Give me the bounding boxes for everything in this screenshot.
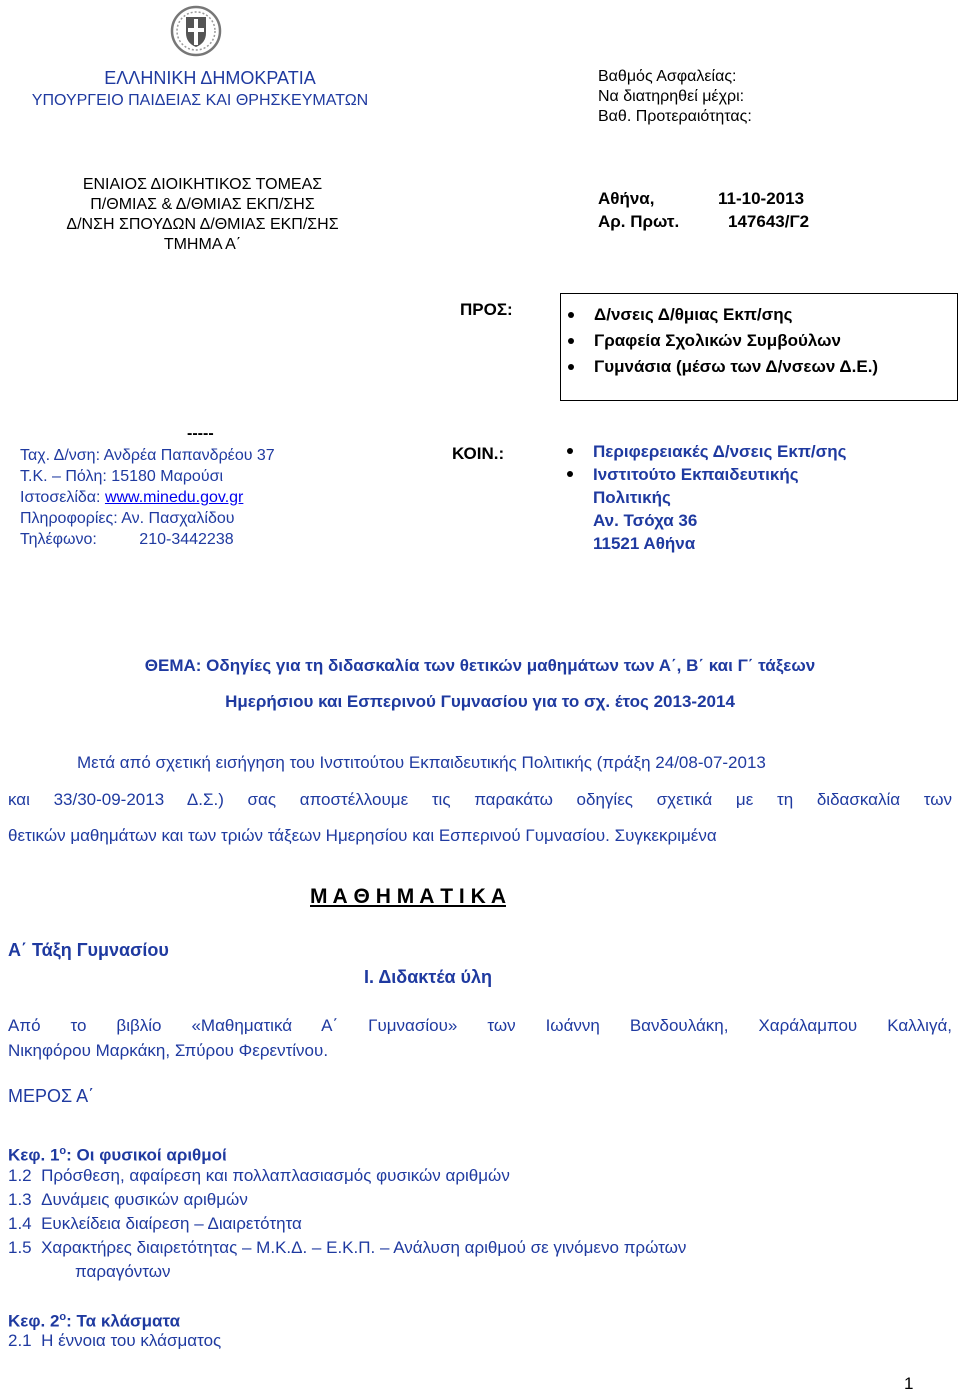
document-date: 11-10-2013 [718,189,805,208]
department-line: ΕΝΙΑΙΟΣ ΔΙΟΙΚΗΤΙΚΟΣ ΤΟΜΕΑΣ [82,176,323,193]
date-place-label: Αθήνα, [598,189,655,208]
bullet-icon [568,338,574,344]
phone-number: 210-3442238 [139,531,234,548]
security-block [598,67,752,127]
contact-dashes: ----- [187,425,214,442]
koin-label: ΚΟΙΝ.: [452,444,505,463]
chapter-2-list [8,1331,221,1351]
recipients-label: ΠΡΟΣ: [460,300,513,319]
recipient-item: Δ/νσεις Δ/θμιας Εκπ/σης [561,302,957,328]
subject-line-1: ΘΕΜΑ: Οδηγίες για τη διδασκαλία των θετικών μαθημάτων των Α΄, Β΄ και Γ΄ τάξεων [144,656,816,675]
chapter-item: 1.4 Ευκλείδεια διαίρεση – Διαιρετότητα [8,1214,302,1233]
retention-period: Να διατηρηθεί μέχρι: [598,88,745,105]
recipients-box [560,293,958,401]
bullet-icon [567,448,573,454]
book-line: Από το βιβλίο «Μαθηματικά Α΄ Γυμνασίου» των Ιωάννη Βανδουλάκη, Χαράλαμπου Καλλιγά, [8,1016,952,1035]
recipient-item: Γυμνάσια (μέσω των Δ/νσεων Δ.Ε.) [561,354,957,380]
phone-label: Τηλέφωνο: [20,531,97,548]
part-title: ΜΕΡΟΣ Α΄ [8,1086,95,1106]
recipient-item: Γραφεία Σχολικών Συμβούλων [561,328,957,354]
chapter-item: 1.2 Πρόσθεση, αφαίρεση και πολλαπλασιασμός φυσικών αριθμών [8,1166,510,1185]
bullet-icon [567,471,573,477]
grade-title: Α΄ Τάξη Γυμνασίου [8,940,169,960]
bullet-icon [568,312,574,318]
ministry-title: ΥΠΟΥΡΓΕΙΟ ΠΑΙΔΕΙΑΣ ΚΑΙ ΘΡΗΣΚΕΥΜΑΤΩΝ [31,92,369,109]
phone-line [20,529,275,550]
body-line: θετικών μαθημάτων και των τριών τάξεων Ημερησίου και Εσπερινού Γυμνασίου. Συγκεκριμένα [8,826,717,845]
page-number: 1 [904,1374,914,1393]
koin-list [560,440,846,555]
priority-level: Βαθ. Προτεραιότητας: [598,108,752,125]
contact-block [20,445,275,550]
bullet-icon [568,364,574,370]
website-link[interactable]: www.minedu.gov.gr [104,489,244,506]
chapter-1-title: Κεφ. $1^o$: Οι φυσικοί αριθμοί [8,1145,227,1165]
protocol-label: Αρ. Πρωτ. [598,212,680,231]
koin-item: Περιφερειακές Δ/νσεις Εκπ/σης [560,440,846,463]
security-level: Βαθμός Ασφαλείας: [598,68,737,85]
protocol-number: 147643/Γ2 [728,212,810,231]
chapter-1-list [8,1164,686,1284]
body-line: και 33/30-09-2013 Δ.Σ.) σας αποστέλλουμε τις παρακάτω οδηγίες σχετικά με τη διδασκαλία των [8,790,952,809]
department-line: Δ/ΝΣΗ ΣΠΟΥΔΩΝ Δ/ΘΜΙΑΣ ΕΚΠ/ΣΗΣ [66,216,339,233]
chapter-item: 2.1 Η έννοια του κλάσματος [8,1331,222,1350]
chapter-2-title: Κεφ. $2^o$: Τα κλάσματα [8,1311,181,1331]
chapter-item: 1.5 Χαρακτήρες διαιρετότητας – Μ.Κ.Δ. – Ε.Κ.Π. – Ανάλυση αριθμού σε γινόμενο πρώτων [8,1238,687,1257]
subject-line-2: Ημερήσιου και Εσπερινού Γυμνασίου για το σχ. έτος 2013-2014 [225,692,735,711]
department-block [20,175,385,255]
section-title: Ι. Διδακτέα ύλη [364,967,492,987]
contact-person: Πληροφορίες: Αν. Πασχαλίδου [20,510,235,527]
department-line: Π/ΘΜΙΑΣ & Δ/ΘΜΙΑΣ ΕΚΠ/ΣΗΣ [90,196,315,213]
website-label: Ιστοσελίδα: [20,489,101,506]
department-line: ΤΜΗΜΑ Α΄ [163,236,242,253]
postal-code-city: Τ.Κ. – Πόλη: 15180 Μαρούσι [20,468,223,485]
body-line: Μετά από σχετική εισήγηση του Ινστιτούτου Εκπαιδευτικής Πολιτικής (πράξη 24/08-07-2013 [77,753,766,772]
book-line: Νικηφόρου Μαρκάκη, Σπύρου Φερεντίνου. [8,1041,329,1060]
coat-of-arms-emblem [170,5,222,57]
math-title: Μ Α Θ Η Μ Α Τ Ι Κ Α [310,885,506,908]
postal-address: Ταχ. Δ/νση: Ανδρέα Παπανδρέου 37 [20,447,275,464]
republic-title: ΕΛΛΗΝΙΚΗ ΔΗΜΟΚΡΑΤΙΑ [104,68,316,88]
chapter-item-continuation: παραγόντων [75,1262,171,1281]
koin-item: Ινστιτούτο Εκπαιδευτικής Πολιτικής Αν. Τσόχα 36 11521 Αθήνα [560,463,846,555]
website-line [20,487,275,508]
chapter-item: 1.3 Δυνάμεις φυσικών αριθμών [8,1190,248,1209]
